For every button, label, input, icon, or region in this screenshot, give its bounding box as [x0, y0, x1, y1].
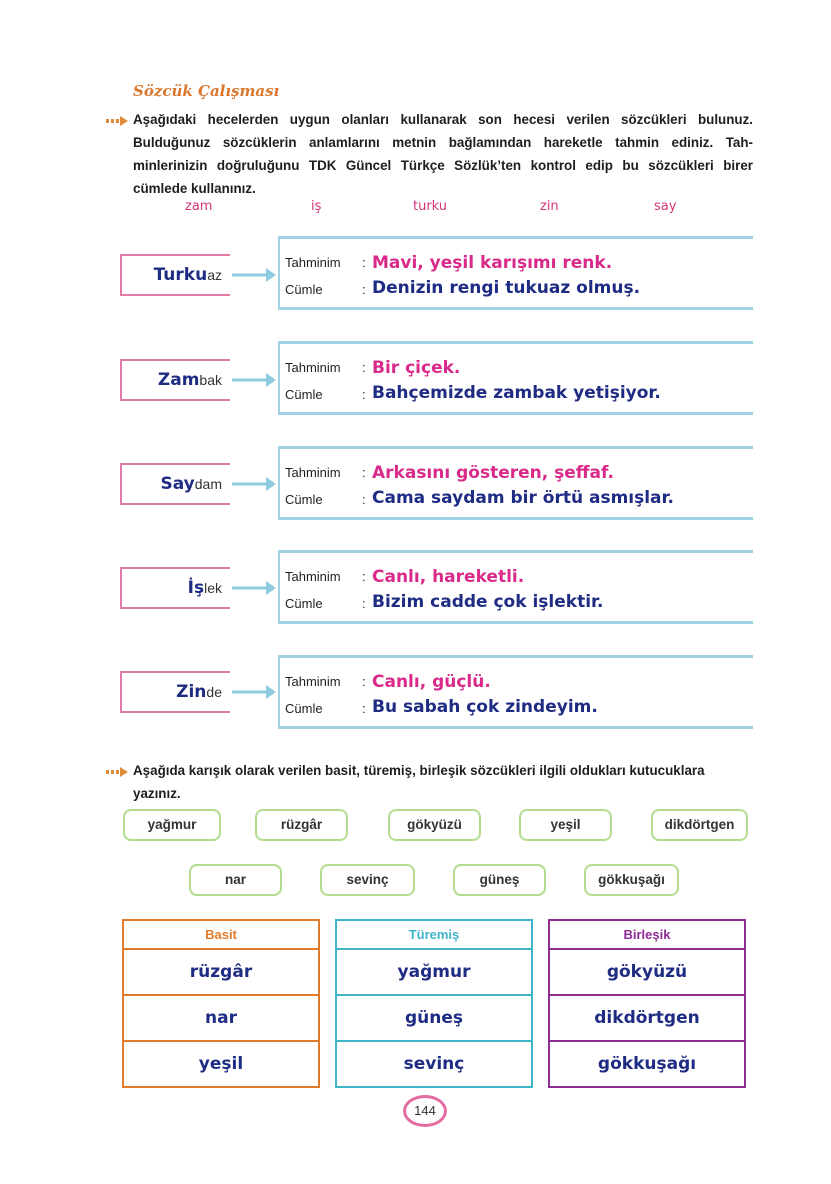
category-cell: dikdörtgen — [550, 996, 744, 1042]
guess-label: Tahminim — [285, 360, 341, 375]
sentence-answer: Cama saydam bir örtü asmışlar. — [372, 488, 674, 508]
word-stem: Zam — [157, 370, 200, 390]
answer-box — [278, 550, 753, 624]
colon: : — [362, 465, 366, 480]
instruction-2-line: yazınız. — [133, 786, 181, 801]
sentence-answer: Bahçemizde zambak yetişiyor. — [372, 383, 661, 403]
syllable: zin — [540, 199, 559, 214]
arrow-right-icon — [232, 265, 276, 285]
word-box — [120, 254, 230, 296]
instruction-1-line: Aşağıdaki hecelerden uygun olanları kullanarak son hecesi verilen sözcükleri bulunuz. — [133, 112, 753, 127]
answer-box — [278, 446, 753, 520]
sentence-answer: Bizim cadde çok işlektir. — [372, 592, 604, 612]
guess-label: Tahminim — [285, 569, 341, 584]
colon: : — [362, 569, 366, 584]
word-chip: sevinç — [320, 864, 415, 896]
word-suffix: lek — [204, 580, 222, 596]
word-chip: dikdörtgen — [651, 809, 748, 841]
sentence-answer: Bu sabah çok zindeyim. — [372, 697, 598, 717]
guess-answer: Canlı, hareketli. — [372, 567, 525, 587]
guess-label: Tahminim — [285, 674, 341, 689]
arrow-right-icon — [232, 474, 276, 494]
word-suffix: bak — [199, 372, 222, 388]
colon: : — [362, 701, 366, 716]
word-chip: yeşil — [519, 809, 612, 841]
guess-label: Tahminim — [285, 465, 341, 480]
syllable: iş — [311, 199, 322, 214]
instruction-2 — [133, 759, 753, 805]
word-chip: yağmur — [123, 809, 221, 841]
word-chip: nar — [189, 864, 282, 896]
word-chip: rüzgâr — [255, 809, 348, 841]
instruction-1 — [133, 108, 753, 200]
category-title: Birleşik — [550, 921, 744, 950]
category-cell: yeşil — [198, 1054, 244, 1074]
word-box — [120, 463, 230, 505]
arrow-bullet-icon — [106, 767, 128, 777]
sentence-label: Cümle — [285, 387, 323, 402]
arrow-right-icon — [232, 370, 276, 390]
category-cell: gökyüzü — [550, 950, 744, 996]
sentence-label: Cümle — [285, 701, 323, 716]
instruction-1-line: cümlede kullanınız. — [133, 181, 256, 196]
arrow-bullet-icon — [106, 116, 128, 126]
word-box — [120, 359, 230, 401]
guess-label: Tahminim — [285, 255, 341, 270]
word-suffix: de — [206, 684, 222, 700]
arrow-right-icon — [232, 682, 276, 702]
colon: : — [362, 674, 366, 689]
section-title: Sözcük Çalışması — [133, 82, 280, 100]
syllable: turku — [413, 199, 448, 214]
colon: : — [362, 360, 366, 375]
category-title: Basit — [124, 921, 318, 950]
word-stem: Say — [160, 474, 195, 494]
colon: : — [362, 492, 366, 507]
category-cell: rüzgâr — [124, 950, 318, 996]
syllable: zam — [185, 199, 213, 214]
instruction-1-line: Bulduğunuz sözcüklerin anlamlarını metnin bağlamından hareketle tahmin ediniz. Tah- — [133, 135, 753, 150]
category-cell: gökkuşağı — [597, 1054, 697, 1074]
category-basit — [122, 919, 320, 1088]
arrow-right-icon — [232, 578, 276, 598]
word-chip: güneş — [453, 864, 546, 896]
guess-answer: Bir çiçek. — [372, 358, 461, 378]
category-cell: sevinç — [403, 1054, 465, 1074]
category-title: Türemiş — [337, 921, 531, 950]
instruction-2-line: Aşağıda karışık olarak verilen basit, türemiş, birleşik sözcükleri ilgili oldukları kutucuklara — [133, 763, 705, 778]
sentence-label: Cümle — [285, 282, 323, 297]
sentence-label: Cümle — [285, 492, 323, 507]
instruction-1-line: minlerinizin doğruluğunu TDK Güncel Türkçe Sözlük’ten kontrol edip bu sözcükleri birer — [133, 158, 753, 173]
word-box — [120, 671, 230, 713]
category-cell: nar — [124, 996, 318, 1042]
guess-answer: Canlı, güçlü. — [372, 672, 491, 692]
category-turemis — [335, 919, 533, 1088]
syllable: say — [654, 199, 677, 214]
word-stem: İş — [187, 578, 205, 598]
guess-answer: Mavi, yeşil karışımı renk. — [372, 253, 613, 273]
word-stem: Zin — [176, 682, 207, 702]
category-cell: yağmur — [337, 950, 531, 996]
guess-answer: Arkasını gösteren, şeffaf. — [372, 463, 614, 483]
answer-box — [278, 655, 753, 729]
category-birlesik — [548, 919, 746, 1088]
answer-box — [278, 236, 753, 310]
page-number: 144 — [403, 1095, 447, 1127]
colon: : — [362, 282, 366, 297]
colon: : — [362, 255, 366, 270]
word-stem: Turku — [153, 265, 208, 285]
colon: : — [362, 596, 366, 611]
word-box — [120, 567, 230, 609]
word-chip: gökyüzü — [388, 809, 481, 841]
category-cell: güneş — [337, 996, 531, 1042]
word-suffix: az — [207, 267, 222, 283]
word-suffix: dam — [194, 476, 222, 492]
colon: : — [362, 387, 366, 402]
word-chip: gökkuşağı — [584, 864, 679, 896]
sentence-label: Cümle — [285, 596, 323, 611]
sentence-answer: Denizin rengi tukuaz olmuş. — [372, 278, 641, 298]
answer-box — [278, 341, 753, 415]
